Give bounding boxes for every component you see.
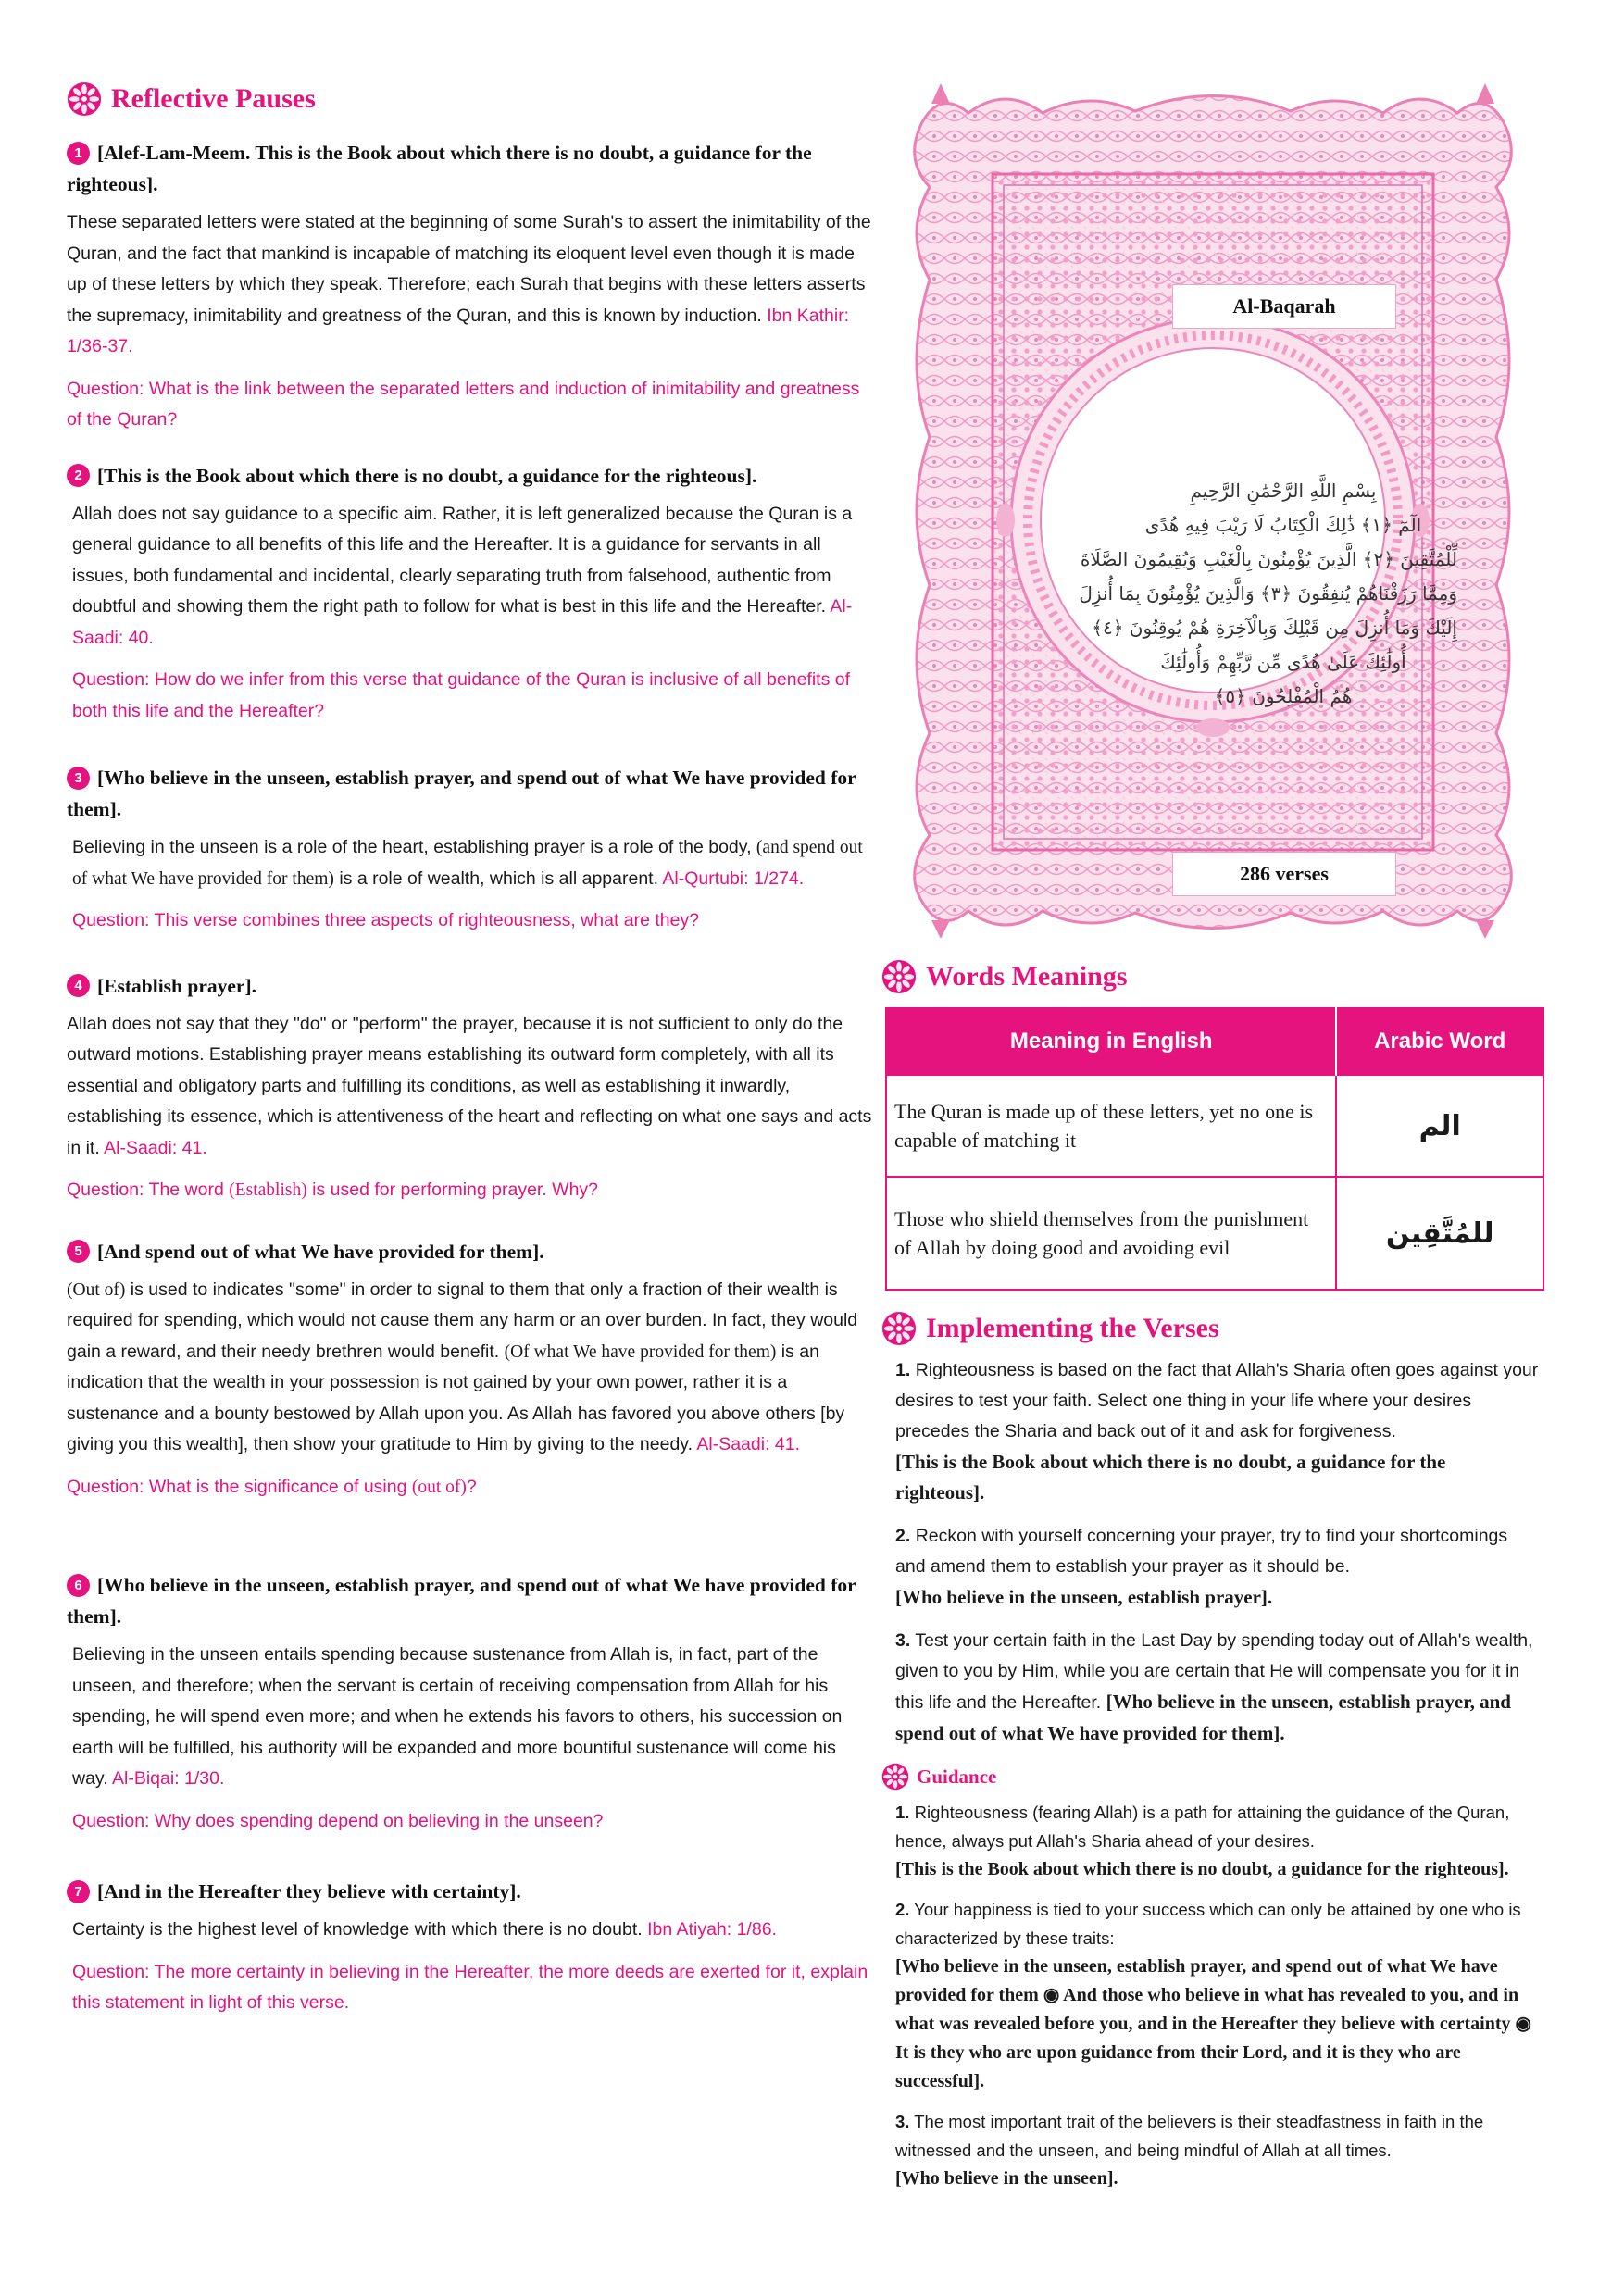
guidance-item <box>895 1798 1539 1884</box>
arabic-line: هُمُ الْمُفْلِحُونَ ﴿٥﴾ <box>1214 685 1353 707</box>
column-header: Arabic Word <box>1336 1008 1543 1075</box>
reflective-item <box>67 1236 872 1504</box>
question-part: (out of) <box>411 1477 467 1497</box>
implementing-item <box>895 1626 1539 1750</box>
commentary-text <box>67 207 872 363</box>
commentary-body: These separated letters were stated at the beginning of some Surah's to assert the inimitability of the Quran, and the fact that mankind is incapable of matching its eloquent level even though it is made up of these letters by which they speak. Therefore; each Surah that begins with these letters asserts the supremacy, inimitability and greatness of the Quran, and this is known by induction. <box>67 212 871 326</box>
question-text: Question: How do we infer from this verse that guidance of the Quran is inclusive of all benefits of both this life and the Hereafter? <box>72 669 851 721</box>
arabic-verses <box>1079 474 1457 714</box>
arabic-word-cell: للمُتَّقِين <box>1336 1177 1543 1290</box>
item-text: Test your certain faith in the Last Day by spending today out of Allah's wealth, given to you by Him, while you are certain that He will compensate you for it in this life and the Hereafter. <box>895 1630 1533 1713</box>
verse-quote: [Who believe in the unseen, establish prayer]. <box>895 1586 1273 1608</box>
reference: Al-Saadi: 41. <box>104 1137 207 1158</box>
question-text: Question: What is the link between the separated letters and induction of inimitability and greatness of the Quran? <box>67 378 860 430</box>
item-number-badge: 7 <box>67 1880 90 1903</box>
item-number: 1. <box>895 1803 910 1822</box>
guidance-heading <box>881 1763 1539 1791</box>
implementing-heading <box>881 1311 1539 1346</box>
commentary-text <box>67 1275 872 1461</box>
item-heading <box>67 1569 872 1632</box>
meaning-cell: Those who shield themselves from the punishment of Allah by doing good and avoiding evil <box>886 1177 1336 1290</box>
flower-icon <box>881 1311 917 1346</box>
reflective-item <box>67 762 872 937</box>
item-heading <box>67 762 872 825</box>
guidance-item <box>895 2107 1539 2193</box>
item-number-badge: 6 <box>67 1574 90 1597</box>
table-row <box>886 1075 1543 1177</box>
reference: Al-Qurtubi: 1/274. <box>662 867 805 889</box>
flower-icon <box>881 959 917 994</box>
commentary-body: is used to indicates "some" in order to signal to them that only a fraction of their wealth is required for spending, which would not cause them any harm or an over burden. In fact, they would gain a reward, and their needy brethren would benefit. <box>67 1279 858 1362</box>
arabic-line: بِسْمِ اللَّهِ الرَّحْمَٰنِ الرَّحِيمِ <box>1190 480 1377 502</box>
item-text: The most important trait of the believers is their steadfastness in faith in the witnessed and the unseen, and being mindful of Allah at all times. <box>895 2112 1484 2160</box>
reflective-pauses-section <box>67 81 872 2047</box>
verse-quote: [This is the Book about which there is no doubt, a guidance for the righteous]. <box>895 1451 1446 1504</box>
item-number-badge: 4 <box>67 974 90 997</box>
commentary-body: Believing in the unseen entails spending because sustenance from Allah is, in fact, part of the unseen, and therefore; when the servant is certain of receiving compensation from Allah for his spending, he will spend even more; and when he extends his favors to others, his succession on earth will be fulfilled, his authority will be expanded and more bountiful sustenance will come his way. <box>72 1644 843 1789</box>
right-column <box>880 0 1546 2296</box>
question-part: Question: The word <box>67 1179 230 1200</box>
arabic-line: لِّلْمُتَّقِينَ ﴿٢﴾ الَّذِينَ يُؤْمِنُونَ بِالْغَيْبِ وَيُقِيمُونَ الصَّلَاةَ <box>1080 548 1457 570</box>
section-title: Implementing the Verses <box>926 1313 1219 1343</box>
item-text: Righteousness (fearing Allah) is a path for attaining the guidance of the Quran, hence, always put Allah's Sharia ahead of your desires. <box>895 1803 1510 1851</box>
item-heading <box>67 1236 872 1267</box>
guidance-item <box>895 1895 1539 2096</box>
reflective-item <box>67 137 872 436</box>
question-part: is used for performing prayer. Why? <box>306 1179 599 1200</box>
reflective-item <box>67 460 872 728</box>
question-text: Question: The more certainty in believing in the Hereafter, the more deeds are exerted for it, explain this statement in light of this verse. <box>72 1961 868 2013</box>
commentary-body: Allah does not say guidance to a specific aim. Rather, it is left generalized because the Quran is a general guidance to all benefits of this life and the Hereafter. It is a guidance for servants in all issues, both fundamental and incidental, clearly separating truth from falsehood, authentic from doubtful and showing them the right path to follow for what is best in this life and the Hereafter. <box>72 503 853 617</box>
words-meanings-heading <box>881 959 1128 994</box>
item-number: 3. <box>895 1630 911 1651</box>
arabic-line: إِلَيْكَ وَمَا أُنزِلَ مِن قَبْلِكَ وَبِالْآخِرَةِ هُمْ يُوقِنُونَ ﴿٤﴾ <box>1092 617 1457 639</box>
item-number: 1. <box>895 1360 911 1380</box>
verse-quote: [Who believe in the unseen, establish prayer, and spend out of what We have provided for them]. <box>67 1574 856 1628</box>
commentary-text <box>67 1915 872 1946</box>
item-number-badge: 3 <box>67 767 90 790</box>
reference: Al-Saadi: 41. <box>696 1434 801 1454</box>
question-text: Question: This verse combines three aspects of righteousness, what are they? <box>72 910 700 930</box>
item-number: 2. <box>895 1900 910 1919</box>
question-text <box>67 1472 872 1504</box>
surah-name-label: Al-Baqarah <box>1172 284 1396 329</box>
arabic-word-cell: الم <box>1336 1075 1543 1177</box>
commentary-text <box>67 499 872 655</box>
question-part: (Establish) <box>229 1180 307 1200</box>
verse-inline: (and spend out of what We have provided for them) <box>72 838 863 889</box>
section-title: Words Meanings <box>926 961 1128 992</box>
item-heading <box>67 970 872 1002</box>
table-header-row <box>886 1008 1543 1075</box>
item-text: Righteousness is based on the fact that Allah's Sharia often goes against your desires to test your faith. Select one thing in your life where your desires precedes the Sharia and back out of it and ask for forgiveness. <box>895 1360 1539 1441</box>
column-header: Meaning in English <box>886 1008 1336 1075</box>
flower-icon <box>67 81 102 117</box>
reference: Al-Biqai: 1/30. <box>112 1768 225 1789</box>
reference: Ibn Kathir: 1/36-37. <box>67 305 850 356</box>
verse-quote: [This is the Book about which there is no doubt, a guidance for the righteous]. <box>895 1859 1509 1879</box>
reflective-item <box>67 970 872 1206</box>
item-heading <box>67 460 872 492</box>
arabic-line: وَمِمَّا رَزَقْنَاهُمْ يُنفِقُونَ ﴿٣﴾ وَالَّذِينَ يُؤْمِنُونَ بِمَا أُنزِلَ <box>1079 582 1457 605</box>
commentary-body: is a role of wealth, which is all apparent. <box>333 867 659 889</box>
reflective-pauses-heading <box>67 81 872 117</box>
verse-quote: [Who believe in the unseen, establish prayer, and spend out of what We have provided for them]. <box>67 767 856 820</box>
item-heading <box>67 137 872 200</box>
implementing-item <box>895 1521 1539 1613</box>
item-number: 3. <box>895 2112 910 2131</box>
reflective-item <box>67 1876 872 2019</box>
commentary-text <box>67 1009 872 1165</box>
reflective-item <box>67 1569 872 1837</box>
arabic-line: الٓمٓ ﴿١﴾ ذَٰلِكَ الْكِتَابُ لَا رَيْبَ فِيهِ هُدًى <box>1144 514 1422 536</box>
verse-quote: [Establish prayer]. <box>97 974 256 997</box>
question-text: Question: Why does spending depend on believing in the unseen? <box>72 1810 604 1831</box>
words-meanings-table <box>885 1007 1544 1291</box>
flower-icon <box>881 1763 909 1791</box>
commentary-text <box>67 1640 872 1795</box>
item-text: Your happiness is tied to your success which can only be attained by one who is characterized by these traits: <box>895 1900 1521 1948</box>
question-part: Question: What is the significance of using <box>67 1476 412 1497</box>
table-row <box>886 1177 1543 1290</box>
item-heading <box>67 1876 872 1907</box>
verse-quote: [Alef-Lam-Meem. This is the Book about which there is no doubt, a guidance for the righteous]. <box>67 142 812 195</box>
question-text <box>67 1175 872 1206</box>
verse-inline: (Of what We have provided for them) <box>504 1341 777 1362</box>
verse-quote: [Who believe in the unseen, establish prayer, and spend out of what We have provided for them ◉ And those who believe in what has revealed to you, and in what was revealed before you, and in the Hereafter they believe with certainty ◉ It is they who are upon guidance from their Lord, and it is they who are successful]. <box>895 1956 1531 2091</box>
commentary-text <box>67 832 872 894</box>
commentary-body: Certainty is the highest level of knowledge with which there is no doubt. <box>72 1919 643 1940</box>
implementing-section <box>881 1311 1539 2204</box>
commentary-body: is an indication that the wealth in your possession is not gained by your own power, rather it is a sustenance and a bounty bestowed by Allah upon you. As Allah has favored you above others [by giving you this wealth], then show your gratitude to Him by giving to the needy. <box>67 1341 845 1454</box>
item-number-badge: 2 <box>67 464 90 487</box>
verses-count-label: 286 verses <box>1172 852 1396 896</box>
meaning-cell: The Quran is made up of these letters, yet no one is capable of matching it <box>886 1075 1336 1177</box>
reference: Ibn Atiyah: 1/86. <box>647 1919 777 1940</box>
section-title: Guidance <box>917 1765 997 1788</box>
verse-quote: [Who believe in the unseen]. <box>895 2168 1118 2189</box>
verse-quote: [And spend out of what We have provided for them]. <box>97 1240 544 1263</box>
reference: Al-Saadi: 40. <box>72 596 853 648</box>
implementing-item <box>895 1355 1539 1508</box>
verse-inline: (Out of) <box>67 1279 126 1300</box>
verse-quote: [This is the Book about which there is no doubt, a guidance for the righteous]. <box>97 464 757 487</box>
arabic-line: أُولَٰئِكَ عَلَىٰ هُدًى مِّن رَّبِّهِمْ وَأُولَٰئِكَ <box>1160 651 1406 673</box>
surah-ornament-frame <box>904 85 1522 939</box>
item-number-badge: 1 <box>67 142 90 165</box>
verse-quote: [And in the Hereafter they believe with certainty]. <box>97 1880 521 1903</box>
commentary-body: Allah does not say that they "do" or "perform" the prayer, because it is not sufficient to only do the outward motions. Establishing prayer means establishing its outward form completely, with all its essential and obligatory parts and fulfilling its conditions, as well as establishing it inwardly, establishing its essence, which is attentiveness of the heart and reflecting on what one says and acts in it. <box>67 1013 872 1158</box>
commentary-body: Believing in the unseen is a role of the heart, establishing prayer is a role of the body, <box>72 837 756 857</box>
item-number-badge: 5 <box>67 1240 90 1263</box>
item-text: Reckon with yourself concerning your prayer, try to find your shortcomings and amend them to establish your prayer as it should be. <box>895 1526 1508 1577</box>
question-part: ? <box>466 1476 477 1497</box>
section-title: Reflective Pauses <box>111 83 316 114</box>
item-number: 2. <box>895 1526 911 1546</box>
verse-quote: [Who believe in the unseen, establish prayer, and spend out of what We have provided for them]. <box>895 1691 1511 1744</box>
